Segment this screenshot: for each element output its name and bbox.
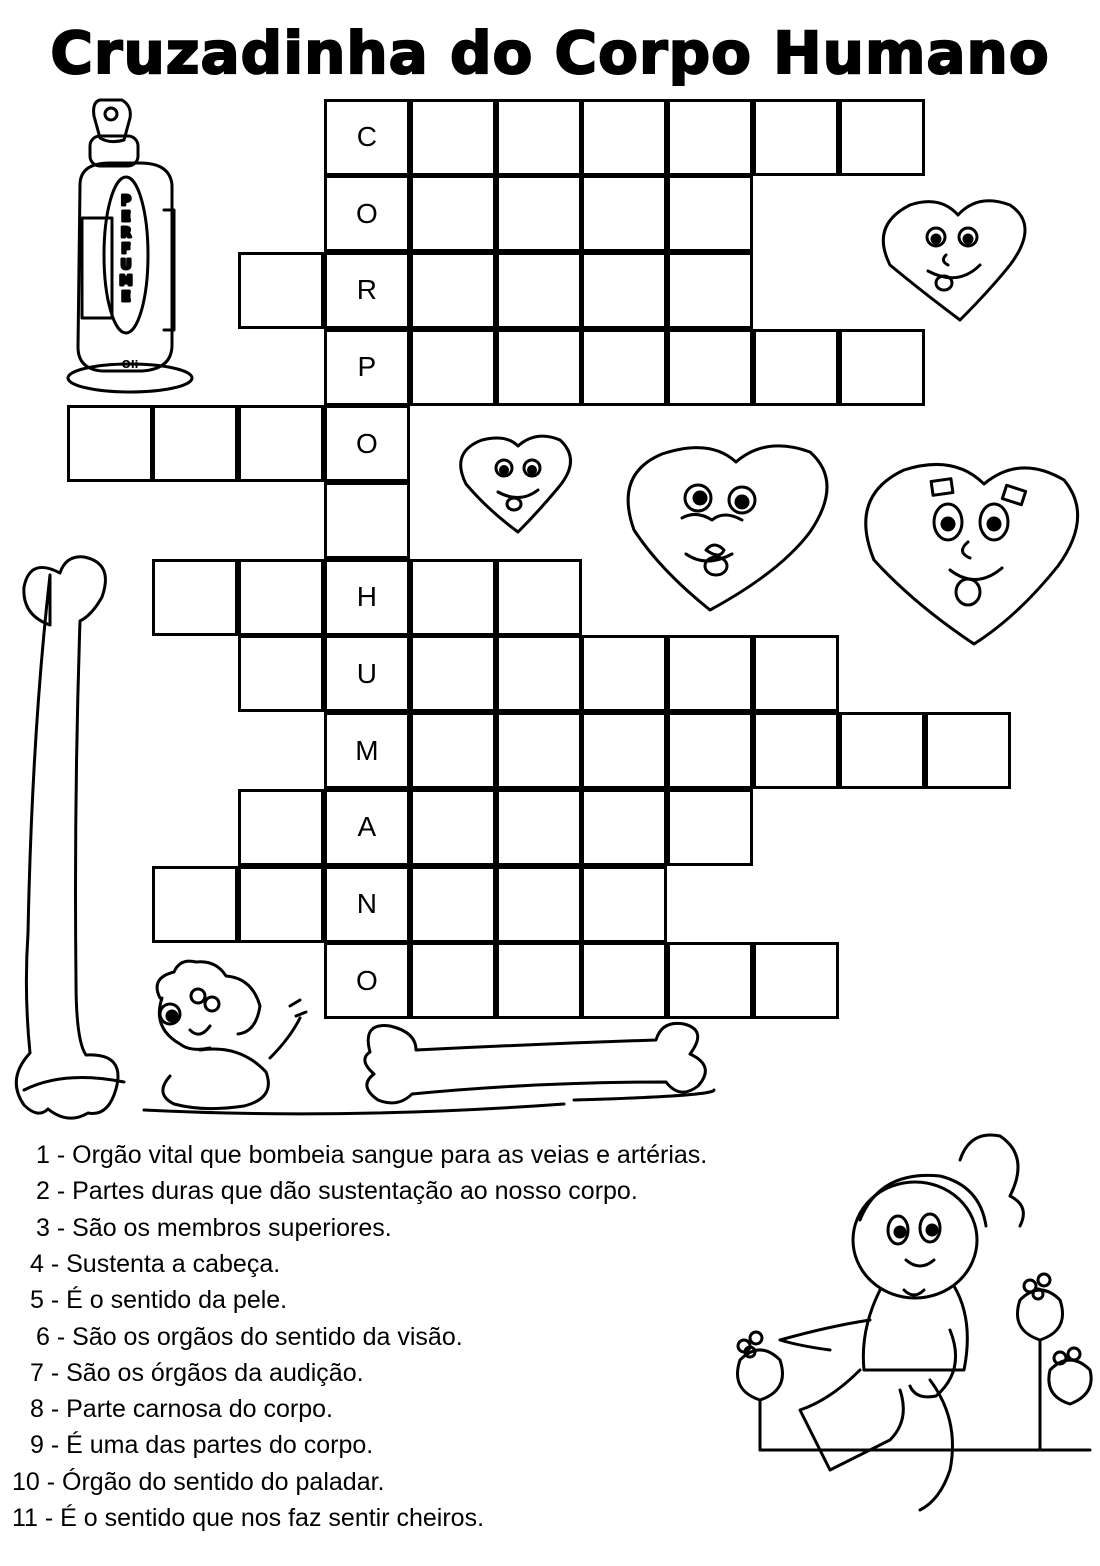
puppy-icon [140,958,320,1118]
key-letter-cell[interactable]: N [324,866,410,943]
clue-item [12,1465,385,1499]
key-letter-cell[interactable] [324,482,410,559]
answer-cell[interactable] [581,175,667,252]
answer-cell[interactable] [667,942,753,1019]
clue-text: São os membros superiores. [72,1213,392,1242]
clue-text: São os órgãos da audição. [66,1358,364,1387]
perfume-bottle-icon [60,90,240,400]
answer-cell[interactable] [410,712,496,789]
clue-separator: - [43,1358,67,1387]
clue-text: É o sentido da pele. [66,1286,288,1315]
answer-cell[interactable] [753,942,839,1019]
clue-item [30,1247,280,1281]
clue-number: 2 [36,1177,50,1206]
answer-cell[interactable] [496,252,582,329]
answer-cell[interactable] [410,559,496,636]
clue-text: São os orgãos do sentido da visão. [72,1322,463,1351]
answer-cell[interactable] [667,329,753,406]
answer-cell[interactable] [410,175,496,252]
answer-cell[interactable] [839,712,925,789]
clue-text: Orgão vital que bombeia sangue para as veias e artérias. [72,1141,708,1169]
clue-text: Partes duras que dão sustentação ao nosso corpo. [72,1177,638,1206]
answer-cell[interactable] [667,635,753,712]
answer-cell[interactable] [753,712,839,789]
answer-cell[interactable] [496,635,582,712]
answer-cell[interactable] [238,866,324,943]
clue-separator: - [43,1249,67,1278]
clue-number: 8 [30,1395,44,1424]
key-letter-cell[interactable]: P [324,329,410,406]
key-letter-cell[interactable]: C [324,99,410,176]
clue-text: É o sentido que nos faz sentir cheiros. [60,1504,485,1532]
clue-number: 9 [30,1431,44,1460]
clue-item [36,1138,707,1172]
answer-cell[interactable] [753,99,839,176]
answer-cell[interactable] [238,559,324,636]
key-letter-cell[interactable]: O [324,175,410,252]
answer-cell[interactable] [581,635,667,712]
clue-separator: - [43,1286,67,1315]
answer-cell[interactable] [496,942,582,1019]
girl-with-flowers-icon [720,1120,1100,1540]
answer-cell[interactable] [925,712,1011,789]
clue-text: Parte carnosa do corpo. [66,1395,333,1424]
answer-cell[interactable] [753,329,839,406]
clue-separator: - [49,1141,73,1169]
answer-cell[interactable] [839,329,925,406]
clue-number: 11 [12,1504,38,1532]
clue-item [36,1320,463,1354]
answer-cell[interactable] [496,866,582,943]
key-letter-cell[interactable]: R [324,252,410,329]
ground-shadow-icon [14,1060,734,1120]
clue-number: 5 [30,1286,44,1315]
answer-cell[interactable] [410,789,496,866]
answer-cell[interactable] [238,252,324,329]
clue-item [30,1428,373,1462]
clue-item [36,1174,638,1208]
clue-number: 3 [36,1213,50,1242]
answer-cell[interactable] [839,99,925,176]
clue-item [36,1211,392,1245]
answer-cell[interactable] [581,789,667,866]
answer-cell[interactable] [581,329,667,406]
answer-cell[interactable] [410,99,496,176]
answer-cell[interactable] [667,789,753,866]
answer-cell[interactable] [496,712,582,789]
clue-number: 7 [30,1358,44,1387]
key-letter-cell[interactable]: M [324,712,410,789]
answer-cell[interactable] [667,175,753,252]
key-letter-cell[interactable]: U [324,635,410,712]
key-letter-cell[interactable]: O [324,942,410,1019]
heart-face-icon [458,430,580,535]
clue-text: Sustenta a cabeça. [66,1249,281,1278]
clue-number: 10 [12,1467,40,1496]
clue-separator: - [43,1395,67,1424]
answer-cell[interactable] [238,789,324,866]
answer-cell[interactable] [410,635,496,712]
answer-cell[interactable] [581,942,667,1019]
bone-icon [10,555,120,1115]
svg-text:PERFUME: P E R F U M E [119,194,133,305]
answer-cell[interactable] [581,866,667,943]
clue-number: 1 [36,1141,50,1169]
clue-separator: - [39,1467,63,1496]
answer-cell[interactable] [581,712,667,789]
answer-cell[interactable] [496,99,582,176]
answer-cell[interactable] [581,99,667,176]
clue-number: 4 [30,1249,44,1278]
answer-cell[interactable] [152,559,238,636]
answer-cell[interactable] [152,405,238,482]
clue-separator: - [37,1504,61,1532]
answer-cell[interactable] [67,405,153,482]
clue-separator: - [49,1213,73,1242]
answer-cell[interactable] [667,712,753,789]
answer-cell[interactable] [410,329,496,406]
answer-cell[interactable] [496,329,582,406]
answer-cell[interactable] [410,942,496,1019]
heart-face-icon [864,450,1084,645]
key-letter-cell[interactable]: O [324,405,410,482]
svg-text:Oli: Oli [121,358,139,371]
answer-cell[interactable] [496,789,582,866]
clue-text: Órgão do sentido do paladar. [62,1467,385,1496]
clue-separator: - [43,1431,67,1460]
answer-cell[interactable] [152,866,238,943]
answer-cell[interactable] [496,559,582,636]
answer-cell[interactable] [667,99,753,176]
answer-cell[interactable] [496,175,582,252]
clue-item [30,1283,287,1317]
heart-face-icon [626,438,836,613]
clue-item [12,1501,484,1535]
clue-number: 6 [36,1322,50,1351]
answer-cell[interactable] [667,252,753,329]
heart-face-icon [878,195,1038,325]
answer-cell[interactable] [410,252,496,329]
answer-cell[interactable] [238,405,324,482]
answer-cell[interactable] [410,866,496,943]
clue-item [30,1392,333,1426]
clue-item [30,1356,364,1390]
clue-separator: - [49,1322,73,1351]
clue-separator: - [49,1177,73,1206]
answer-cell[interactable] [581,252,667,329]
clue-text: É uma das partes do corpo. [66,1431,374,1460]
answer-cell[interactable] [753,635,839,712]
page-title: Cruzadinha do Corpo Humano [50,19,1050,87]
key-letter-cell[interactable]: H [324,559,410,636]
key-letter-cell[interactable]: A [324,789,410,866]
answer-cell[interactable] [238,635,324,712]
